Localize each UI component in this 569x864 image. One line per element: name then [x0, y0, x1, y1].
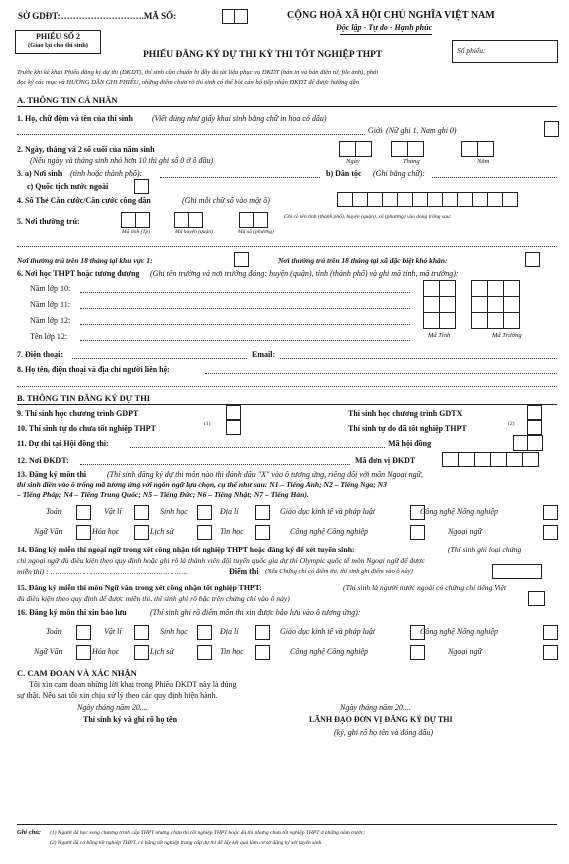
class12-label: Tên lớp 12: — [30, 332, 68, 341]
section-b-heading: B. THÔNG TIN ĐĂNG KÝ DỰ THI — [17, 393, 151, 403]
q10-label: 10. Thí sinh tự do chưa tốt nghiệp THPT — [17, 424, 156, 433]
gender-box[interactable] — [544, 121, 559, 137]
ethnicity-line[interactable] — [432, 177, 557, 178]
contact-line-2[interactable] — [17, 386, 557, 387]
phone-line[interactable] — [72, 358, 247, 359]
ward-code-2[interactable] — [253, 212, 268, 228]
q3c-label: c) Quốc tịch nước ngoài — [27, 182, 109, 191]
q13-subject-box-r2-3[interactable] — [197, 525, 212, 540]
q16-subject-box-r1-6[interactable] — [543, 625, 558, 640]
id-digit-box-2[interactable] — [352, 192, 368, 207]
district-code-1[interactable] — [174, 212, 189, 228]
q5-note: Ghi rõ tên tỉnh (thành phố), huyện (quận), xã (phường) vào dòng trống sau: — [284, 214, 452, 220]
q14-note-2: chỉ ngoại ngữ đủ điều kiện theo quy định hoặc ghi rõ là thành viên đội tuyển quốc gia dự thi Olympic quốc tế môn Ngoại ngữ để được — [17, 556, 425, 565]
q13-subject-label-r1-5: Giáo dục kinh tế và pháp luật — [280, 507, 376, 516]
ma-so-box-2[interactable] — [234, 9, 248, 24]
fullname-line[interactable] — [17, 134, 365, 135]
candidate-date: Ngày tháng năm 20.... — [77, 703, 148, 712]
q13-subject-label-r2-2: Hóa học — [92, 527, 120, 536]
id-digit-box-6[interactable] — [412, 192, 428, 207]
candidate-signature-label: Thí sinh ký và ghi rõ họ tên — [83, 715, 178, 724]
gender-note: (Nữ ghi 1, Nam ghi 0) — [386, 126, 457, 135]
so-phieu-label: Số phiếu: — [457, 46, 486, 55]
q13-note-2: thí sinh điền vào ô trống mã tương ứng với ngôn ngữ lựa chọn, cụ thể như sau: N1 – Tiếng Anh; N2 – Tiếng Nga; N3 — [17, 480, 387, 489]
q13-subject-label-r1-4: Địa lí — [220, 507, 239, 516]
school-code-box-r2-4[interactable] — [487, 296, 504, 313]
ward-caption: Mã xã (phường) — [238, 229, 274, 235]
q13-subject-label-r2-4: Tin học — [220, 527, 244, 536]
leader-date: Ngày tháng năm 20.... — [340, 703, 411, 712]
gdtx-box[interactable] — [527, 405, 542, 420]
q16-subject-box-r1-3[interactable] — [197, 625, 212, 640]
school-code-box-r2-3[interactable] — [471, 296, 488, 313]
q16-subject-label-r1-2: Vật lí — [104, 627, 122, 636]
phieu-so: PHIẾU SỐ 2 — [35, 32, 80, 41]
q15-label: 15. Đăng ký miễn thi môn Ngữ văn trong xét công nhận tốt nghiệp THPT: — [17, 583, 262, 592]
id-digit-box-7[interactable] — [427, 192, 443, 207]
section-a-heading: A. THÔNG TIN CÁ NHÂN — [17, 95, 118, 105]
province-caption: Mã tỉnh (Tp) — [122, 229, 151, 235]
grade11-label: Năm lớp 11: — [30, 300, 70, 309]
region1-label: Nơi thường trú trên 18 tháng tại khu vực 1: — [17, 256, 153, 265]
id-digit-box-10[interactable] — [472, 192, 488, 207]
intro-line-2: đọc kỹ các mục và HƯỚNG DẪN GHI PHIẾU, những điểm chưa rõ thí sinh có thể hỏi cán bộ tiếp nhận ĐKDT để được hướng dẫn — [17, 79, 359, 86]
school-code-caption: Mã Trường — [492, 332, 522, 339]
q16-subject-label-r2-5: Công nghệ Công nghiệp — [290, 647, 368, 656]
day-caption: Ngày — [346, 158, 360, 165]
month-caption: Tháng — [403, 158, 420, 165]
q16-subject-label-r2-2: Hóa học — [92, 647, 120, 656]
unit-code-box-3[interactable] — [474, 452, 491, 467]
ward-code-1[interactable] — [239, 212, 254, 228]
gdpt-box[interactable] — [226, 405, 241, 420]
q13-label: 13. Đăng ký môn thi — [17, 470, 87, 479]
q16-subject-label-r1-5: Giáo dục kinh tế và pháp luật — [280, 627, 376, 636]
q13-subject-box-r1-6[interactable] — [543, 505, 558, 520]
id-digit-box-12[interactable] — [502, 192, 518, 207]
unit-code-box-6[interactable] — [522, 452, 539, 467]
birthplace-line[interactable] — [160, 177, 320, 178]
difficult-commune-label: Nơi thường trú trên 18 tháng tại xã đặc biệt khó khăn: — [278, 256, 448, 265]
gender-label: Giới — [368, 126, 383, 135]
year-caption: Năm — [477, 158, 490, 165]
id-digit-box-4[interactable] — [382, 192, 398, 207]
q13-subject-label-r2-5: Công nghệ Công nghiệp — [290, 527, 368, 536]
q13-subject-box-r1-2[interactable] — [134, 505, 149, 520]
q3a-label: 3. a) Nơi sinh — [17, 169, 63, 178]
q13-subject-label-r2-3: Lịch sử — [150, 527, 174, 536]
q14-score-label: Điểm thi — [229, 567, 259, 576]
difficult-commune-box[interactable] — [525, 252, 540, 267]
q10-sup: (1) — [204, 421, 211, 427]
region1-box[interactable] — [234, 252, 249, 267]
dob-year-1[interactable] — [461, 141, 478, 157]
section-c-heading: C. CAM ĐOAN VÀ XÁC NHẬN — [17, 668, 137, 678]
notes-rule — [17, 824, 557, 825]
district-caption: Mã huyện (quận) — [175, 229, 213, 235]
q6-note: (Ghi tên trường và nơi trường đóng: huyện (quận), tỉnh (thành phố) và ghi mã tỉnh, mã trường): — [150, 269, 459, 278]
province-code-2[interactable] — [135, 212, 150, 228]
id-digit-box-1[interactable] — [337, 192, 353, 207]
dob-year-2[interactable] — [477, 141, 494, 157]
q13-subject-box-r1-1[interactable] — [76, 505, 91, 520]
q16-subject-box-r1-2[interactable] — [134, 625, 149, 640]
school-province-box-r2-1[interactable] — [423, 296, 440, 313]
republic-title: CỘNG HOÀ XÃ HỘI CHỦ NGHĨA VIỆT NAM — [287, 10, 495, 21]
motto: Độc lập - Tự do - Hạnh phúc — [336, 23, 433, 32]
exam-council-line[interactable] — [130, 447, 385, 448]
school-province-box-r2-2[interactable] — [439, 296, 456, 313]
q3a-note: (tỉnh hoặc thành phố): — [70, 169, 143, 178]
q16-subject-label-r2-4: Tin học — [220, 647, 244, 656]
q9-label: 9. Thí sinh học chương trình GDPT — [17, 409, 139, 418]
q16-subject-label-r2-6: Ngoại ngữ — [448, 647, 482, 656]
q13-subject-label-r1-2: Vật lí — [104, 507, 122, 516]
leader-signature-note: (ký, ghi rõ họ tên và đóng dấu) — [334, 728, 434, 737]
school-code-box-r2-5[interactable] — [503, 296, 520, 313]
unit-code-box-1[interactable] — [442, 452, 459, 467]
school-province-box-r3-1[interactable] — [423, 312, 440, 329]
q13-note-1: (Thí sinh đăng ký dự thi môn nào thì đánh dấu "X" vào ô tương ứng, riêng đối với môn Ngoại ngữ, — [107, 470, 424, 479]
q2-label: 2. Ngày, tháng và 2 số cuối của năm sinh — [17, 145, 155, 154]
school-province-box-r1-1[interactable] — [423, 280, 440, 297]
q1-label: 1. Họ, chữ đệm và tên của thí sinh — [17, 114, 133, 123]
dob-day-2[interactable] — [355, 141, 372, 157]
note-1: (1) Người đã học xong chương trình cấp THPT nhưng chưa thi tốt nghiệp THPT hoặc đã thi nhưng chưa tốt nghiệp THPT ở những năm trước; — [50, 830, 366, 836]
school-code-box-r1-4[interactable] — [487, 280, 504, 297]
province-code-caption: Mã Tỉnh — [428, 332, 451, 339]
q13-subject-label-r1-3: Sinh học — [160, 507, 188, 516]
q3b-label: b) Dân tộc — [326, 169, 362, 178]
section-a-rule — [17, 106, 557, 107]
q13-subject-box-r1-3[interactable] — [197, 505, 212, 520]
school-province-box-r3-2[interactable] — [439, 312, 456, 329]
q16-subject-label-r1-1: Toán — [46, 627, 62, 636]
q9b-label: Thí sinh học chương trình GDTX — [348, 409, 463, 418]
q16-subject-box-r2-4[interactable] — [255, 645, 270, 660]
council-code-label: Mã hội đồng — [388, 439, 432, 448]
q13-subject-label-r1-6: Công nghệ Nông nghiệp — [420, 507, 498, 516]
dob-month-1[interactable] — [391, 141, 408, 157]
q13-subject-box-r2-1[interactable] — [76, 525, 91, 540]
commitment-line-1: Tôi xin cam đoan những lời khai trong Phiếu ĐKDT này là đúng — [29, 680, 237, 689]
q13-subject-label-r2-1: Ngữ Văn — [34, 527, 63, 536]
grade11-line[interactable] — [80, 308, 410, 309]
q8-label: 8. Họ tên, điện thoại và địa chỉ người liên hệ: — [17, 365, 170, 374]
q16-subject-label-r2-1: Ngữ Văn — [34, 647, 63, 656]
q14-note-3: miễn thi) : ……………………………………………………. — [17, 567, 188, 576]
q16-subject-box-r2-6[interactable] — [543, 645, 558, 660]
q13-subject-box-r2-5[interactable] — [410, 525, 425, 540]
dob-month-2[interactable] — [407, 141, 424, 157]
grade10-label: Năm lớp 10: — [30, 284, 71, 293]
q1-note: (Viết đúng như giấy khai sinh bằng chữ in hoa có dấu) — [152, 114, 327, 123]
q13-subject-box-r2-2[interactable] — [134, 525, 149, 540]
q11-label: 11. Dự thi tại Hội đồng thi: — [17, 439, 109, 448]
q2-note: (Nếu ngày và tháng sinh nhỏ hơn 10 thì ghi số 0 ở ô đầu) — [30, 156, 214, 165]
id-digit-box-5[interactable] — [397, 192, 413, 207]
q14-label: 14. Đăng ký miễn thi ngoại ngữ trong xét công nhận tốt nghiệp THPT hoặc đăng ký để xét tuyển sinh: — [17, 545, 355, 554]
q13-subject-box-r2-4[interactable] — [255, 525, 270, 540]
notes-label: Ghi chú: — [17, 829, 42, 836]
id-digit-box-11[interactable] — [487, 192, 503, 207]
unit-code-box-2[interactable] — [458, 452, 475, 467]
q16-label: 16. Đăng ký môn thi xin bảo lưu — [17, 608, 127, 617]
intro-line-1: Trước khi kê khai Phiếu đăng ký dự thi (ĐKDT), thí sinh cần chuẩn bị đầy đủ tài liệu phục vụ ĐKDT (bản in và bản điện tử, file ảnh), phải — [17, 69, 379, 76]
motto-underline — [340, 34, 432, 35]
q16-subject-label-r2-3: Lịch sử — [150, 647, 174, 656]
q16-note: (Thí sinh ghi rõ điểm môn thi xin được bảo lưu vào ô tương ứng): — [150, 608, 361, 617]
q14-note-1: (Thí sinh ghi loại chứng — [448, 545, 522, 554]
q13-subject-box-r1-4[interactable] — [255, 505, 270, 520]
unit-code-label: Mã đơn vị ĐKDT — [355, 456, 416, 465]
q13-subject-box-r2-6[interactable] — [543, 525, 558, 540]
unit-code-box-5[interactable] — [506, 452, 523, 467]
q16-subject-box-r2-3[interactable] — [197, 645, 212, 660]
id-digit-box-3[interactable] — [367, 192, 383, 207]
council-code-2[interactable] — [527, 435, 543, 451]
q15-note-2: đủ điều kiện theo quy định để được miễn thi, thí sinh ghi rõ bậc trên chứng chỉ vào ô này) — [17, 594, 290, 603]
class12-line[interactable] — [80, 340, 410, 341]
residence-line[interactable] — [17, 246, 557, 247]
grade12-line[interactable] — [80, 324, 410, 325]
q13-subject-label-r1-1: Toán — [46, 507, 62, 516]
grade10-line[interactable] — [80, 292, 410, 293]
school-province-box-r1-2[interactable] — [439, 280, 456, 297]
school-code-box-r3-5[interactable] — [503, 312, 520, 329]
q16-subject-box-r2-5[interactable] — [410, 645, 425, 660]
section-b-rule — [17, 404, 557, 405]
q16-subject-label-r1-6: Công nghệ Nông nghiệp — [420, 627, 498, 636]
q15-note-1: (Thí sinh là người nước ngoài có chứng chỉ tiếng Việt — [343, 583, 506, 592]
note-2: (2) Người đã có bằng tốt nghiệp THPT, có bằng tốt nghiệp trung cấp dự thi để lấy kết quả làm cơ sở đăng ký xét tuyển sinh. — [50, 840, 323, 846]
graduated-candidate-box[interactable] — [527, 420, 542, 435]
q12-label: 12. Nơi ĐKDT: — [17, 456, 69, 465]
q13-subject-label-r2-6: Ngoại ngữ — [448, 527, 482, 536]
commitment-line-2: sự thật. Nếu sai tôi xin chịu xử lý theo các quy định hiện hành. — [17, 691, 218, 700]
q10b-label: Thí sinh tự do đã tốt nghiệp THPT — [348, 424, 467, 433]
q6-label: 6. Nơi học THPT hoặc tương đương — [17, 269, 140, 278]
contact-line-1[interactable] — [205, 373, 557, 374]
dob-day-1[interactable] — [339, 141, 356, 157]
q3b-note: (Ghi bằng chữ): — [373, 169, 425, 178]
free-candidate-box[interactable] — [226, 420, 241, 435]
q4-note: (Ghi mỗi chữ số vào một ô) — [182, 196, 270, 205]
q14-score-box[interactable] — [492, 564, 542, 579]
q14-score-note: (Nếu Chứng chỉ có điểm thi, thí sinh ghi điểm vào ô này) — [265, 568, 413, 575]
q16-subject-box-r2-2[interactable] — [134, 645, 149, 660]
school-code-box-r1-3[interactable] — [471, 280, 488, 297]
school-code-box-r3-4[interactable] — [487, 312, 504, 329]
grade12-label: Năm lớp 12: — [30, 316, 71, 325]
q16-subject-box-r2-1[interactable] — [76, 645, 91, 660]
q16-subject-label-r1-4: Địa lí — [220, 627, 239, 636]
foreign-nationality-box[interactable] — [134, 179, 149, 194]
registration-place-line[interactable] — [80, 464, 350, 465]
email-label: Email: — [252, 350, 276, 359]
q5-label: 5. Nơi thường trú: — [17, 217, 80, 226]
school-code-box-r3-3[interactable] — [471, 312, 488, 329]
so-gddt-label: SỞ GDĐT:……………………….MÃ SỐ: — [18, 11, 177, 21]
q16-subject-label-r1-3: Sinh học — [160, 627, 188, 636]
district-code-2[interactable] — [188, 212, 203, 228]
school-code-box-r1-5[interactable] — [503, 280, 520, 297]
q15-level-box[interactable] — [528, 591, 545, 606]
leader-signature-label: LÃNH ĐẠO ĐƠN VỊ ĐĂNG KÝ DỰ THI — [309, 715, 453, 724]
q16-subject-box-r1-4[interactable] — [255, 625, 270, 640]
unit-code-box-4[interactable] — [490, 452, 507, 467]
q4-label: 4. Số Thẻ Căn cước/Căn cước công dân — [17, 196, 151, 205]
q10b-sup: (2) — [508, 421, 515, 427]
q16-subject-box-r1-1[interactable] — [76, 625, 91, 640]
phieu-so-note: (Giao lại cho thí sinh) — [28, 42, 88, 49]
form-title: PHIẾU ĐĂNG KÝ DỰ THI KỲ THI TỐT NGHIỆP THPT — [143, 50, 383, 60]
q13-note-3: – Tiếng Pháp; N4 – Tiếng Trung Quốc; N5 – Tiếng Đức; N6 – Tiếng Nhật; N7 – Tiếng Hàn). — [17, 490, 309, 499]
q7-label: 7. Điện thoại: — [17, 350, 63, 359]
id-digit-box-9[interactable] — [457, 192, 473, 207]
province-code-1[interactable] — [121, 212, 136, 228]
email-line[interactable] — [280, 358, 557, 359]
id-digit-box-8[interactable] — [442, 192, 458, 207]
